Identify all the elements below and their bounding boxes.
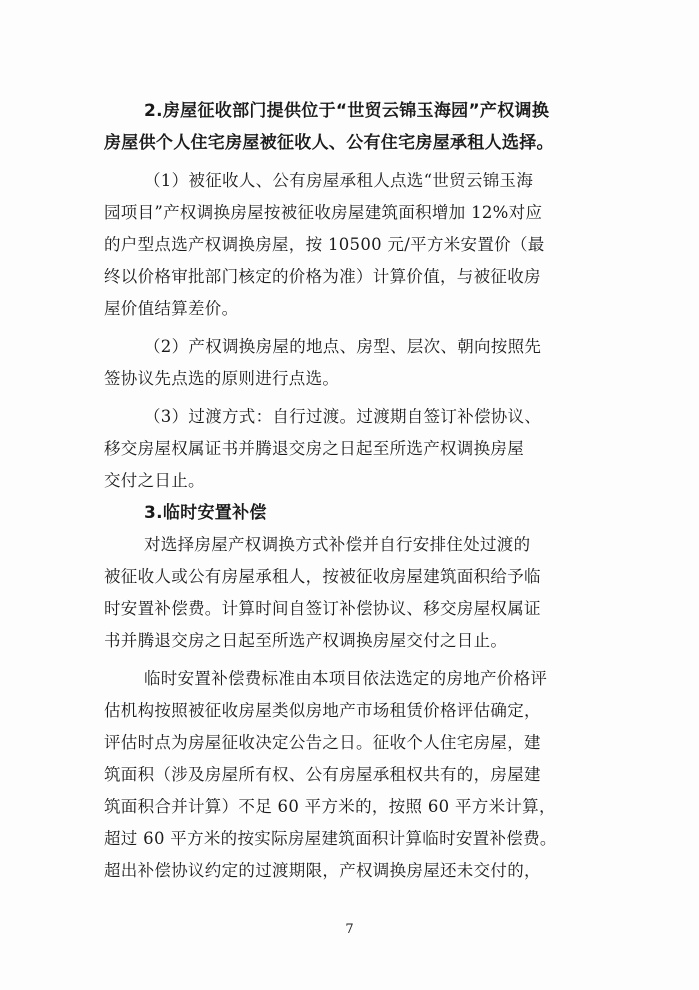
section-3-para-2-line-1: 临时安置补偿费标准由本项目依法选定的房地产价格评: [144, 669, 548, 688]
item-1-line-2: 园项目”产权调换房屋按被征收房屋建筑面积增加 12%对应: [104, 203, 543, 222]
section-3-heading: 3.临时安置补偿: [144, 503, 267, 523]
document-body: [104, 95, 599, 887]
section-3-para-2-line-3: 评估时点为房屋征收决定公告之日。征收个人住宅房屋，建: [104, 733, 541, 752]
item-1-line-5: 屋价值结算差价。: [104, 299, 239, 318]
item-2-line-2: 签协议先点选的原则进行点选。: [104, 369, 340, 388]
section-3-para-1-line-3: 时安置补偿费。计算时间自签订补偿协议、移交房屋权属证: [104, 599, 541, 618]
section-3-para-2-line-2: 估机构按照被征收房屋类似房地产市场租赁价格评估确定，: [104, 701, 541, 720]
page-number: 7: [345, 922, 354, 937]
section-3-para-1-line-1: 对选择房屋产权调换方式补偿并自行安排住处过渡的: [144, 535, 531, 554]
item-2-line-1: （2）产权调换房屋的地点、房型、层次、朝向按照先: [144, 337, 542, 356]
section-3-para-1-line-2: 被征收人或公有房屋承租人，按被征收房屋建筑面积给予临: [104, 567, 541, 586]
section-2-heading-line-1: 2.房屋征收部门提供位于“世贸云锦玉海园”产权调换: [144, 101, 550, 121]
item-1-line-4: 终以价格审批部门核定的价格为准）计算价值，与被征收房: [104, 267, 541, 286]
section-3-para-2-line-5: 筑面积合并计算）不足 60 平方米的，按照 60 平方米计算，: [104, 797, 556, 816]
section-3-para-2-line-6: 超过 60 平方米的按实际房屋建筑面积计算临时安置补偿费。: [104, 829, 557, 848]
item-3-line-1: （3）过渡方式：自行过渡。过渡期自签订补偿协议、: [144, 407, 542, 426]
section-3-para-2-line-4: 筑面积（涉及房屋所有权、公有房屋承租权共有的，房屋建: [104, 765, 541, 784]
section-2-heading-line-2: 房屋供个人住宅房屋被征收人、公有住宅房屋承租人选择。: [104, 133, 554, 153]
section-3-para-1-line-4: 书并腾退交房之日起至所选产权调换房屋交付之日止。: [104, 631, 508, 650]
item-3-line-3: 交付之日止。: [104, 471, 205, 490]
section-3-para-2-line-7: 超出补偿协议约定的过渡期限，产权调换房屋还未交付的，: [104, 861, 541, 880]
item-1-line-3: 的户型点选产权调换房屋，按 10500 元/平方米安置价（最: [104, 235, 545, 254]
item-3-line-2: 移交房屋权属证书并腾退交房之日起至所选产权调换房屋: [104, 439, 524, 458]
item-1-line-1: （1）被征收人、公有房屋承租人点选“世贸云锦玉海: [144, 171, 534, 190]
